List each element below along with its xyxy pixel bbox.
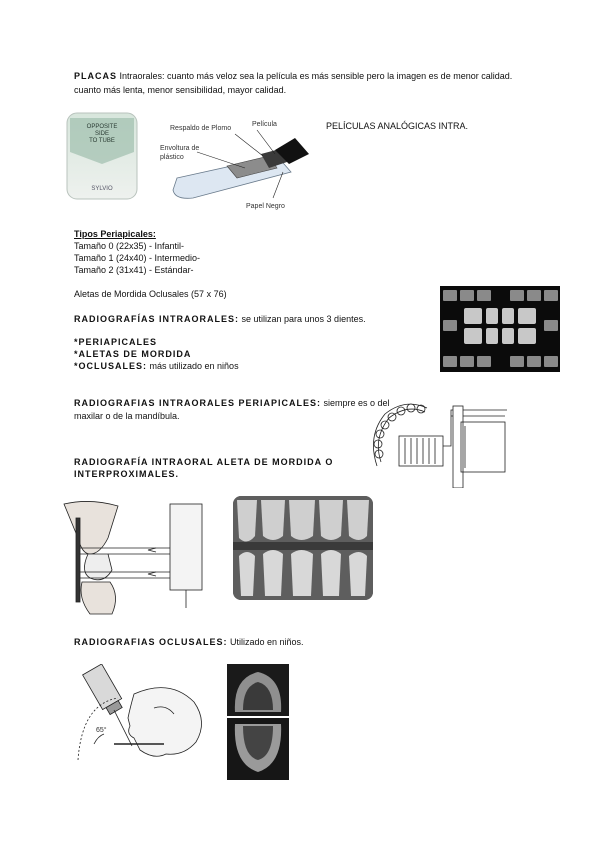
list-item-aletas: *ALETAS DE MORDIDA — [74, 349, 192, 359]
bitewing-size: Aletas de Mordida Oclusales (57 x 76) — [74, 289, 227, 299]
types-heading: Tipos Periapicales: — [74, 229, 156, 239]
xray-series-image — [440, 286, 560, 372]
packet-text-1: OPPOSITE — [86, 124, 118, 130]
oclusales-text: más utilizado en niños — [147, 361, 239, 371]
oclusales-label: *OCLUSALES: — [74, 361, 148, 371]
packet-brand: SYLVIO — [91, 186, 113, 192]
film-layers-diagram — [165, 120, 315, 215]
label-plastic-wrap: Envoltura de plástico — [160, 145, 200, 161]
label-film: Película — [252, 121, 277, 128]
periapical-technique-diagram — [365, 396, 515, 488]
occlusal-xray-image — [227, 664, 289, 780]
label-lead-backing: Respaldo de Plomo — [170, 125, 232, 132]
packet-text-2: SIDE — [94, 131, 110, 137]
intro-label: PLACAS — [74, 71, 118, 81]
oclusales-line — [74, 636, 304, 648]
label-black-paper: Papel Negro — [246, 203, 285, 210]
intro-line-2: cuanto más lenta, menor sensibilidad, mayor calidad. — [74, 85, 287, 95]
size-2: Tamaño 2 (31x41) - Estándar- — [74, 265, 194, 275]
occlusal-technique-diagram — [74, 664, 210, 764]
periapicales-label: RADIOGRAFIAS INTRAORALES PERIAPICALES: — [74, 398, 322, 408]
intraorales-label: RADIOGRAFÍAS INTRAORALES: — [74, 314, 239, 324]
size-1: Tamaño 1 (24x40) - Intermedio- — [74, 253, 201, 263]
intraorales-line — [74, 313, 366, 325]
intraorales-text: se utilizan para unos 3 dientes. — [239, 314, 366, 324]
periapicales-line-2: maxilar o de la mandíbula. — [74, 411, 180, 421]
intro-line-1 — [74, 70, 512, 82]
list-item-oclusales — [74, 360, 239, 372]
film-packet-photo — [66, 112, 138, 200]
periapicales-text: siempre es o del — [321, 398, 390, 408]
periapicales-line-1 — [74, 397, 390, 409]
aleta-heading-2: INTERPROXIMALES. — [74, 469, 180, 479]
intro-text: Intraorales: cuanto más veloz sea la película es más sensible pero la imagen es de menor calidad. — [117, 71, 513, 81]
bitewing-technique-diagram — [60, 498, 210, 616]
size-0: Tamaño 0 (22x35) - Infantil- — [74, 241, 185, 251]
packet-text-3: TO TUBE — [89, 138, 115, 144]
bitewing-xray-image — [233, 496, 373, 600]
oclusales-heading-text: Utilizado en niños. — [227, 637, 304, 647]
list-item-periapicales: *PERIAPICALES — [74, 337, 158, 347]
figure1-caption: PELÍCULAS ANALÓGICAS INTRA. — [326, 121, 469, 131]
occlusal-angle-label: 65° — [96, 727, 107, 734]
aleta-heading-1: RADIOGRAFÍA INTRAORAL ALETA DE MORDIDA O — [74, 457, 334, 467]
oclusales-heading-label: RADIOGRAFIAS OCLUSALES: — [74, 637, 228, 647]
